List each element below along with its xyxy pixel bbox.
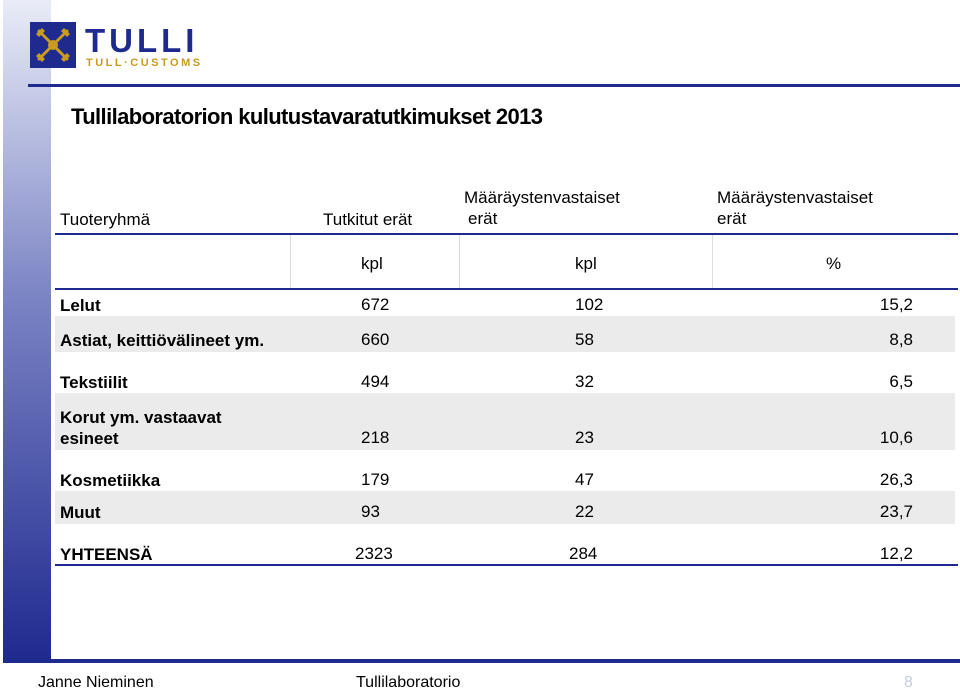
- row-noncompliant-kpl: 102: [575, 295, 604, 314]
- column-header-line: Määräystenvastaiset: [464, 188, 620, 207]
- table-top-rule: [55, 233, 958, 235]
- row-label: Tekstiilit: [60, 373, 128, 392]
- header-rule: [28, 84, 960, 87]
- tulli-logo: [30, 22, 260, 72]
- row-noncompliant-kpl: 23: [575, 428, 594, 447]
- table-row-other: [55, 491, 955, 524]
- row-noncompliant-kpl: 58: [575, 330, 594, 349]
- table-row-jewellery: [55, 393, 955, 450]
- row-label: Astiat, keittiövälineet ym.: [60, 331, 265, 350]
- column-divider: [712, 235, 713, 288]
- row-noncompliant-kpl: 284: [569, 544, 598, 563]
- row-tested: 179: [361, 470, 390, 489]
- column-header-noncompliant-pct: [717, 187, 873, 229]
- unit-tested: kpl: [361, 254, 383, 273]
- row-noncompliant-pct: 8,8: [889, 330, 913, 349]
- row-tested: 660: [361, 330, 390, 349]
- logo-subtitle: TULL·CUSTOMS: [86, 57, 203, 69]
- customs-emblem-icon: [30, 22, 76, 68]
- row-noncompliant-pct: 12,2: [879, 544, 913, 563]
- row-label-line: Korut ym. vastaavat: [60, 408, 222, 427]
- footer-rule: [3, 659, 960, 663]
- column-header-tested: Tutkitut erät: [323, 210, 413, 229]
- row-label: Kosmetiikka: [60, 471, 161, 490]
- column-divider: [459, 235, 460, 288]
- row-label: [60, 407, 222, 449]
- row-noncompliant-pct: 6,5: [889, 372, 913, 391]
- row-label-line: esineet: [60, 429, 119, 448]
- unit-noncompliant-kpl: kpl: [575, 254, 597, 273]
- row-noncompliant-pct: 26,3: [879, 470, 913, 489]
- column-header-group: Tuoteryhmä: [60, 210, 151, 229]
- column-divider: [290, 235, 291, 288]
- row-noncompliant-kpl: 22: [575, 502, 594, 521]
- column-header-line: Määräystenvastaiset: [717, 188, 873, 207]
- table-row-cosmetics: [55, 450, 955, 491]
- row-noncompliant-pct: 10,6: [879, 428, 913, 447]
- column-header-noncompliant-kpl: [464, 187, 620, 229]
- footer-organization: Tullilaboratorio: [356, 674, 461, 691]
- left-gradient-bar: [3, 0, 51, 660]
- row-tested: 672: [361, 295, 390, 314]
- column-header-line: erät: [717, 209, 747, 228]
- page-title: Tullilaboratorion kulutustavaratutkimukset 2013: [71, 104, 543, 129]
- column-header-line: erät: [468, 209, 498, 228]
- row-tested: 2323: [355, 544, 393, 563]
- row-noncompliant-kpl: 32: [575, 372, 594, 391]
- row-tested: 218: [361, 428, 390, 447]
- table-bottom-rule: [55, 564, 958, 566]
- row-label: YHTEENSÄ: [60, 545, 153, 564]
- row-tested: 93: [361, 502, 380, 521]
- logo-wordmark: TULLI: [85, 22, 199, 59]
- table-row-kitchenware: [55, 316, 955, 352]
- row-label: Lelut: [60, 296, 101, 315]
- table-row-textiles: [55, 352, 955, 393]
- row-label: Muut: [60, 503, 101, 522]
- row-tested: 494: [361, 372, 390, 391]
- row-noncompliant-pct: 23,7: [879, 502, 913, 521]
- row-noncompliant-pct: 15,2: [879, 295, 913, 314]
- footer-author: Janne Nieminen: [38, 674, 154, 691]
- page-number: 8: [904, 674, 913, 691]
- table-row-toys: [55, 290, 955, 316]
- table-row-total: [55, 524, 955, 564]
- unit-noncompliant-pct: %: [826, 254, 842, 273]
- row-noncompliant-kpl: 47: [575, 470, 594, 489]
